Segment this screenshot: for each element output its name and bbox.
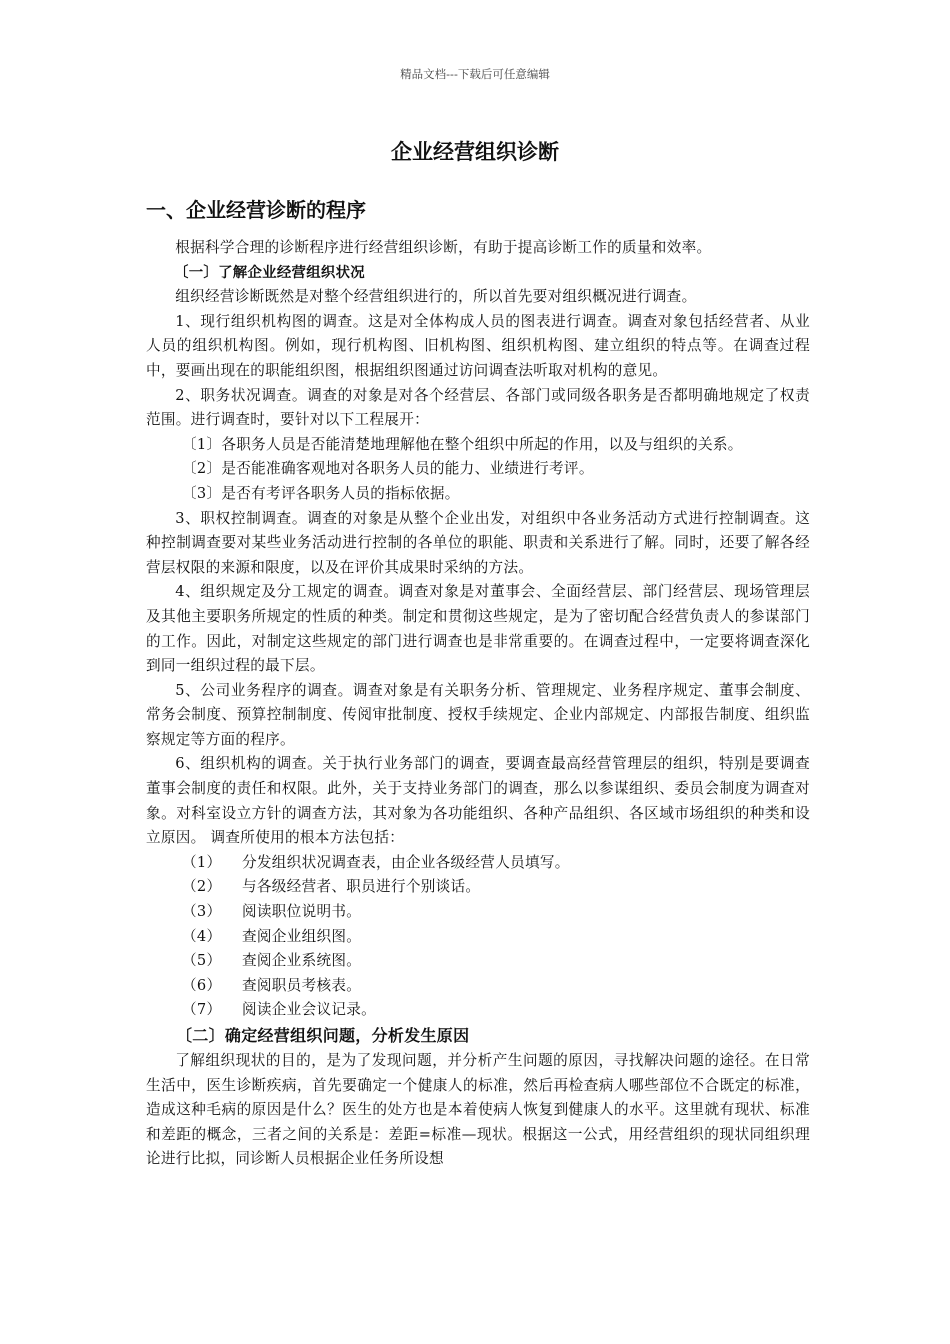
method-item: [146, 974, 810, 999]
method-number: （4）: [182, 927, 222, 945]
method-item: [146, 900, 810, 925]
method-text: 查阅企业组织图。: [242, 927, 362, 945]
method-item: [146, 875, 810, 900]
page-header: 精品文档---下载后可任意编辑: [400, 67, 550, 81]
method-number: （1）: [182, 853, 222, 871]
list-item: 〔2〕是否能准确客观地对各职务人员的能力、业绩进行考评。: [182, 460, 594, 478]
paragraph: 6、组织机构的调查。关于执行业务部门的调查，要调查最高经营管理层的组织，特别是要调查董事会制度的责任和权限。此外，关于支持业务部门的调查，那么以参谋组织、委员会制度为调查对象。对科室设立方针的调查方法，其对象为各功能组织、各种产品组织、各区域市场组织的种类和设立原因。 调查所使用的根本方法包括：: [146, 755, 810, 847]
section-heading: 一、企业经营诊断的程序: [146, 198, 366, 222]
method-text: 阅读职位说明书。: [242, 903, 362, 921]
paragraph: 3、职权控制调查。调查的对象是从整个企业出发，对组织中各业务活动方式进行控制调查。这种控制调查要对某些业务活动进行控制的各单位的职能、职责和关系进行了解。同时，还要了解各经营层权限的来源和限度，以及在评价其成果时采纳的方法。: [146, 509, 810, 576]
method-text: 阅读企业会议记录。: [242, 1001, 377, 1019]
paragraph: 4、组织规定及分工规定的调查。调查对象是对董事会、全面经营层、部门经营层、现场管理层及其他主要职务所规定的性质的种类。制定和贯彻这些规定，是为了密切配合经营负责人的参谋部门的工作。因此，对制定这些规定的部门进行调查也是非常重要的。在调查过程中，一定要将调查深化到同一组织过程的最下层。: [146, 583, 810, 675]
method-number: （2）: [182, 878, 222, 896]
list-item: 〔3〕是否有考评各职务人员的指标依据。: [182, 484, 460, 502]
paragraph: 2、职务状况调查。调查的对象是对各个经营层、各部门或同级各职务是否都明确地规定了权责范围。进行调查时，要针对以下工程展开：: [146, 386, 810, 429]
method-number: （7）: [182, 1001, 222, 1019]
method-item: [146, 925, 810, 950]
method-number: （5）: [182, 952, 222, 970]
paragraph: 了解组织现状的目的，是为了发现问题，并分析产生问题的原因，寻找解决问题的途径。在日常生活中，医生诊断疾病，首先要确定一个健康人的标准，然后再检查病人哪些部位不合既定的标准，造成这种毛病的原因是什么？医生的处方也是本着使病人恢复到健康人的水平。这里就有现状、标准和差距的概念，三者之间的关系是：差距=标准—现状。根据这一公式，用经营组织的现状同组织理论进行比拟，同诊断人员根据企业任务所设想: [146, 1052, 810, 1168]
paragraph: 组织经营诊断既然是对整个经营组织进行的，所以首先要对组织概况进行调查。: [175, 288, 697, 306]
method-item: [146, 998, 810, 1023]
method-number: （6）: [182, 976, 222, 994]
paragraph: 1、现行组织机构图的调查。这是对全体构成人员的图表进行调查。调查对象包括经营者、从业人员的组织机构图。例如，现行机构图、旧机构图、组织机构图、建立组织的特点等。在调查过程中，要画出现在的职能组织图，根据组织图通过访问调查法听取对机构的意见。: [146, 312, 810, 379]
method-item: [146, 949, 810, 974]
method-text: 查阅职员考核表。: [242, 976, 362, 994]
method-item: [146, 851, 810, 876]
method-text: 查阅企业系统图。: [242, 952, 362, 970]
method-number: （3）: [182, 903, 222, 921]
subsection-heading-1: 〔一〕了解企业经营组织状况: [174, 264, 365, 281]
document-body: [146, 236, 810, 1172]
paragraph: 5、公司业务程序的调查。调查对象是有关职务分析、管理规定、业务程序规定、董事会制度、常务会制度、预算控制制度、传阅审批制度、授权手续规定、企业内部规定、内部报告制度、组织监察规定等方面的程序。: [146, 681, 810, 748]
intro-paragraph: 根据科学合理的诊断程序进行经营组织诊断，有助于提高诊断工作的质量和效率。: [175, 239, 712, 256]
method-text: 分发组织状况调查表，由企业各级经营人员填写。: [242, 853, 570, 871]
subsection-heading-2: 〔二〕确定经营组织问题，分析发生原因: [176, 1026, 470, 1045]
method-text: 与各级经营者、职员进行个别谈话。: [242, 878, 481, 896]
document-title: 企业经营组织诊断: [391, 140, 559, 164]
list-item: 〔1〕各职务人员是否能清楚地理解他在整个组织中所起的作用，以及与组织的关系。: [182, 435, 743, 453]
